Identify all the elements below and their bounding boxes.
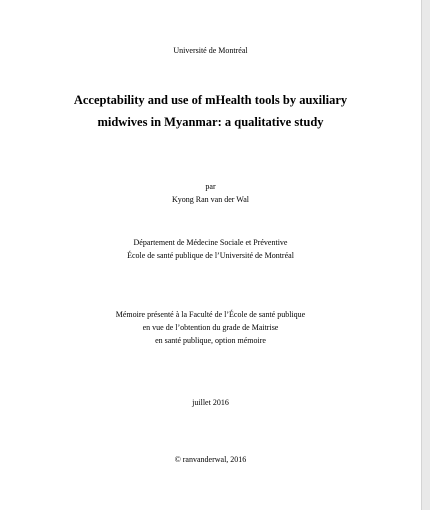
submission-block [0,308,421,347]
date-block [0,396,421,409]
university-label: Université de Montréal [173,46,248,55]
submission-date: juillet 2016 [192,398,229,407]
viewer-gutter [422,0,430,510]
thesis-title [0,89,421,133]
author-name: Kyong Ran van der Wal [172,195,249,204]
submission-line-3: en santé publique, option mémoire [155,336,266,345]
thesis-title-line-1: Acceptability and use of mHealth tools by auxiliary [73,93,348,107]
by-label: par [205,182,216,191]
copyright-notice: © ranvanderwal, 2016 [174,455,247,464]
copyright-block [0,453,421,466]
thesis-title-line-2: midwives in Myanmar: a qualitative study [97,115,324,129]
department-line-2: École de santé publique de l’Université de Montréal [127,251,294,260]
submission-line-2: en vue de l’obtention du grade de Maitrise [142,323,279,332]
department-block [0,236,421,262]
author-block [0,180,421,206]
department-line-1: Département de Médecine Sociale et Préventive [133,238,288,247]
university-name [0,44,421,57]
submission-line-1: Mémoire présenté à la Faculté de l’École de santé publique [115,310,306,319]
